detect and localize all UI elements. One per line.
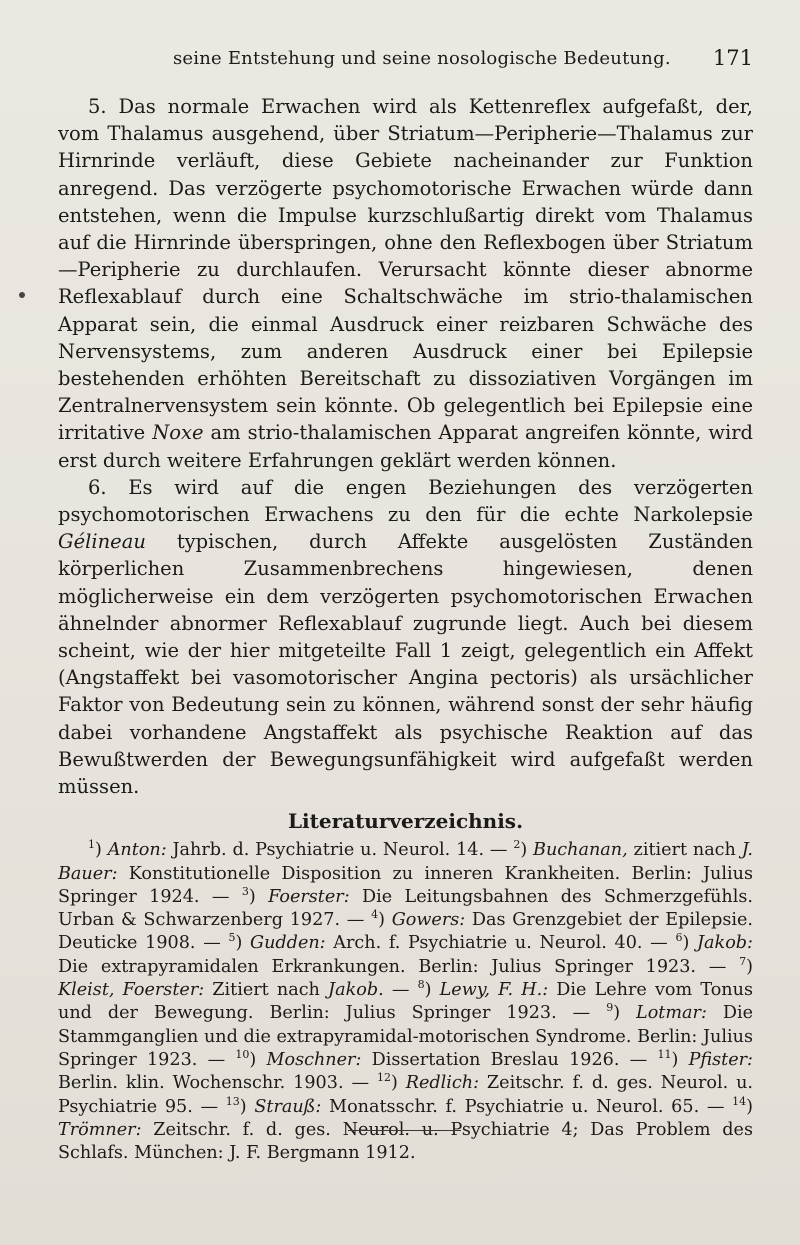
margin-mark — [19, 292, 25, 298]
reference-item: $^9$) Lotmar: Die Stammganglien und die extrapyramidal-motorischen Syndrome. Berlin: Julius Springer 1923. — — [58, 1001, 753, 1070]
reference-item: $^7$) Kleist, Foerster: Zitiert nach Jakob. — — [58, 954, 753, 1001]
reference-item: $^4$) Gowers: Das Grenzgebiet der Epilepsie. Deuticke 1908. — — [58, 908, 754, 954]
reference-item: $^{13}$) Strauß: Monatsschr. f. Psychiatrie u. Neurol. 65. — — [225, 1094, 733, 1117]
paragraph-5: 5. Das normale Erwachen wird als Kettenreflex aufgefaßt, der, vom Thalamus ausgehend, über Striatum—Peripherie—Thalamus zur Hirnrinde verläuft, diese Gebiete nacheinander zur Funktion anregend. Das verzögerte psychomotorische Erwachen würde dann entstehen, wenn die Impulse kurzschlußartig direkt vom Thalamus auf die Hirnrinde überspringen, ohne den Reflexbogen über Striatum—Peripherie zu durchlaufen. Verursacht könnte dieser abnorme Reflexablauf durch eine Schaltschwäche im strio-thalamischen Apparat sein, die einmal Ausdruck einer reizbaren Schwäche des Nervensystems, zum anderen Ausdruck einer bei Epilepsie bestehenden erhöhten Bereitschaft zu dissoziativen Vorgängen im Zentralnervensystem sein könnte. Ob gelegentlich bei Epilepsie eine irritative Noxe am strio-thalamischen Apparat angreifen könnte, wird erst durch weitere Erfahrungen geklärt werden können. — [58, 95, 754, 472]
page-body — [58, 93, 753, 1165]
reference-item: $^2$) Buchanan, zitiert nach J. Bauer: Konstitutionelle Disposition zu inneren Krankheiten. Berlin: Julius Springer 1924. — — [58, 838, 753, 907]
reference-item: $^5$) Gudden: Arch. f. Psychiatrie u. Neurol. 40. — — [228, 931, 676, 954]
literature-heading: Literaturverzeichnis. — [287, 809, 524, 834]
reference-item: $^1$) Anton: Jahrb. d. Psychiatrie u. Neurol. 14. — — [88, 838, 514, 861]
reference-item: $^6$) Jakob: Die extrapyramidalen Erkrankungen. Berlin: Julius Springer 1923. — — [58, 931, 753, 977]
reference-item: $^{11}$) Pfister: Berlin. klin. Wochenschr. 1903. — — [58, 1048, 753, 1094]
reference-list — [58, 839, 753, 1165]
reference-item: $^{14}$) Trömner: Zeitschr. f. d. ges. Neurol. u. Psychiatrie 4; Das Problem des Schlafs. München: J. F. Bergmann 1912. — [58, 1094, 753, 1164]
reference-item: $^3$) Foerster: Die Leitungsbahnen des Schmerzgefühls. Urban & Schwarzenberg 1927. — — [58, 885, 753, 931]
end-rule — [348, 1130, 461, 1131]
reference-item: $^{10}$) Moschner: Dissertation Breslau 1926. — — [235, 1048, 658, 1070]
reference-item: $^8$) Lewy, F. H.: Die Lehre vom Tonus und der Bewegung. Berlin: Julius Springer 1923. — — [58, 978, 753, 1024]
page-header — [58, 48, 753, 76]
reference-item: $^{12}$) Redlich: Zeitschr. f. d. ges. Neurol. u. Psychiatrie 95. — — [58, 1071, 753, 1117]
noxe-term: Noxe — [152, 421, 204, 445]
paragraph-6: 6. Es wird auf die engen Beziehungen des verzögerten psychomotorischen Erwachens zu den für die echte Narkolepsie Gélineau typischen, durch Affekte ausgelösten Zuständen körperlichen Zusammenbrechens hingewiesen, denen möglicherweise ein dem verzögerten psychomotorischen Erwachen ähnelnder abnormer Reflexablauf zugrunde liegt. Auch bei diesem scheint, wie der hier mitgeteilte Fall 1 zeigt, gelegentlich ein Affekt (Angstaffekt bei vasomotorischer Angina pectoris) als ursächlicher Faktor von Bedeutung sein zu können, während sonst der sehr häufig dabei vorhandene Angstaffekt als psychische Reaktion auf das Bewußtwerden der Bewegungsunfähigkeit wird aufgefaßt werden müssen. — [58, 475, 753, 799]
gelineau-name: Gélineau — [58, 530, 146, 554]
page-number: 171 — [712, 46, 753, 70]
running-title: seine Entstehung und seine nosologische Bedeutung. — [173, 48, 671, 69]
